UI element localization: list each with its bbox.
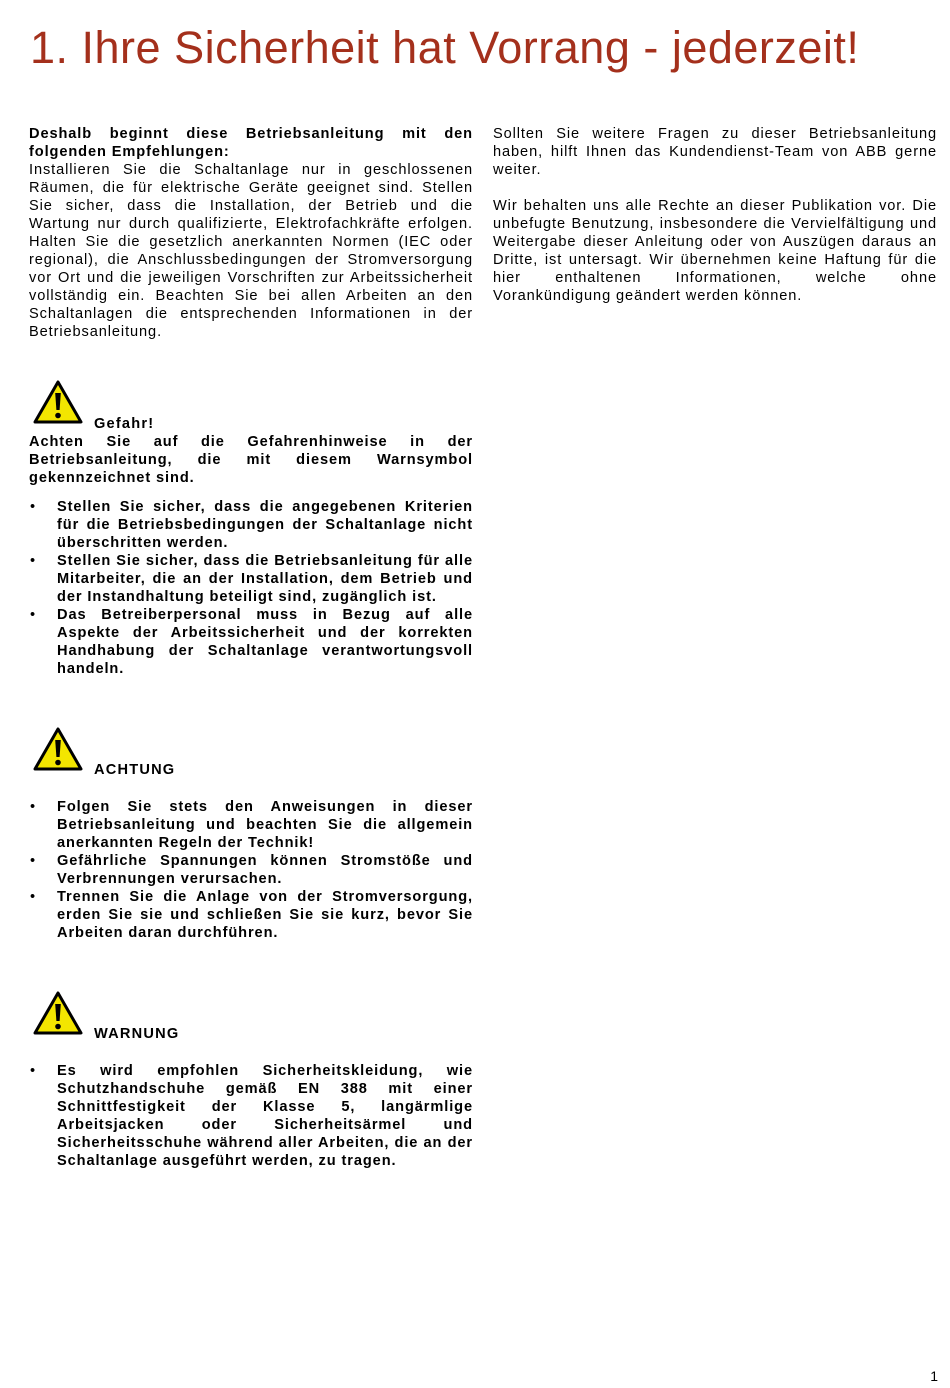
page-number: 1: [930, 1368, 938, 1384]
bullet: •: [30, 853, 37, 869]
caution-section: [29, 726, 473, 942]
caution-list: [29, 798, 473, 942]
list-item: • Stellen Sie sicher, dass die angegebenen Kriterien für die Betriebsbedingungen der Schaltanlage nicht überschritten werden.: [30, 499, 473, 551]
warning-list: [29, 1062, 473, 1170]
right-column: [493, 125, 937, 305]
intro-heading: Deshalb beginnt diese Betriebsanleitung mit den folgenden Empfehlungen:: [29, 126, 473, 160]
danger-list: [29, 498, 473, 678]
danger-label: Gefahr!: [94, 416, 155, 432]
danger-section: [29, 379, 473, 678]
caution-label: ACHTUNG: [94, 762, 176, 778]
list-item: • Gefährliche Spannungen können Stromstöße und Verbrennungen verursachen.: [30, 853, 473, 887]
warning-section: [29, 990, 473, 1170]
danger-text: Achten Sie auf die Gefahrenhinweise in der Betriebsanleitung, die mit diesem Warnsymbol gekennzeichnet sind.: [29, 434, 473, 486]
warning-triangle-icon: [32, 990, 84, 1036]
warning-triangle-icon: [32, 726, 84, 772]
list-item: • Es wird empfohlen Sicherheitskleidung, wie Schutzhandschuhe gemäß EN 388 mit einer Schnittfestigkeit der Klasse 5, langärmlige Arbeitsjacken oder Sicherheitsärmel und Sicherheitsschuhe während aller Arbeiten, die an der Schaltanlage ausgeführt werden, zu tragen.: [30, 1063, 473, 1169]
bullet: •: [30, 607, 37, 623]
page-title: 1. Ihre Sicherheit hat Vorrang - jederzeit!: [30, 22, 860, 73]
bullet: •: [30, 799, 37, 815]
list-item: • Das Betreiberpersonal muss in Bezug auf alle Aspekte der Arbeitssicherheit und der korrekten Handhabung der Schaltanlage verantwortungsvoll handeln.: [30, 607, 473, 677]
bullet: •: [30, 499, 37, 515]
bullet: •: [30, 1063, 37, 1079]
intro-body: Installieren Sie die Schaltanlage nur in geschlossenen Räumen, die für elektrische Geräte geeignet sind. Stellen Sie sicher, dass die Installation, der Betrieb und die Wartung nur durch qualifizierte, Elektrofachkräfte erfolgen. Halten Sie die gesetzlich anerkannten Normen (IEC oder regional), die Anschlussbedingungen der Stromversorgung vor Ort und die jeweiligen Vorschriften zur Arbeitssicherheit vollständig ein. Beachten Sie bei allen Arbeiten an den Schaltanlagen die entsprechenden Informationen in der Betriebsanleitung.: [29, 162, 473, 340]
bullet: •: [30, 553, 37, 569]
contact-paragraph: Sollten Sie weitere Fragen zu dieser Betriebsanleitung haben, hilft Ihnen das Kundendienst-Team von ABB gerne weiter.: [493, 126, 937, 178]
warning-triangle-icon: [32, 379, 84, 425]
list-item: • Stellen Sie sicher, dass die Betriebsanleitung für alle Mitarbeiter, die an der Installation, dem Betrieb und der Instandhaltung beteiligt sind, zugänglich ist.: [30, 553, 473, 605]
list-item: • Folgen Sie stets den Anweisungen in dieser Betriebsanleitung und beachten Sie die allgemein anerkannten Regeln der Technik!: [30, 799, 473, 851]
list-item: • Trennen Sie die Anlage von der Stromversorgung, erden Sie sie und schließen Sie sie kurz, bevor Sie Arbeiten daran durchführen.: [30, 889, 473, 941]
warning-label: WARNUNG: [94, 1026, 180, 1042]
bullet: •: [30, 889, 37, 905]
rights-paragraph: Wir behalten uns alle Rechte an dieser Publikation vor. Die unbefugte Benutzung, insbesondere die Vervielfältigung und Weitergabe dieser Anleitung oder von Auszügen daraus an Dritte, ist untersagt. Wir übernehmen keine Haftung für die hier enthaltenen Informationen, welche ohne Vorankündigung geändert werden können.: [493, 198, 937, 304]
left-column: [29, 125, 473, 1170]
